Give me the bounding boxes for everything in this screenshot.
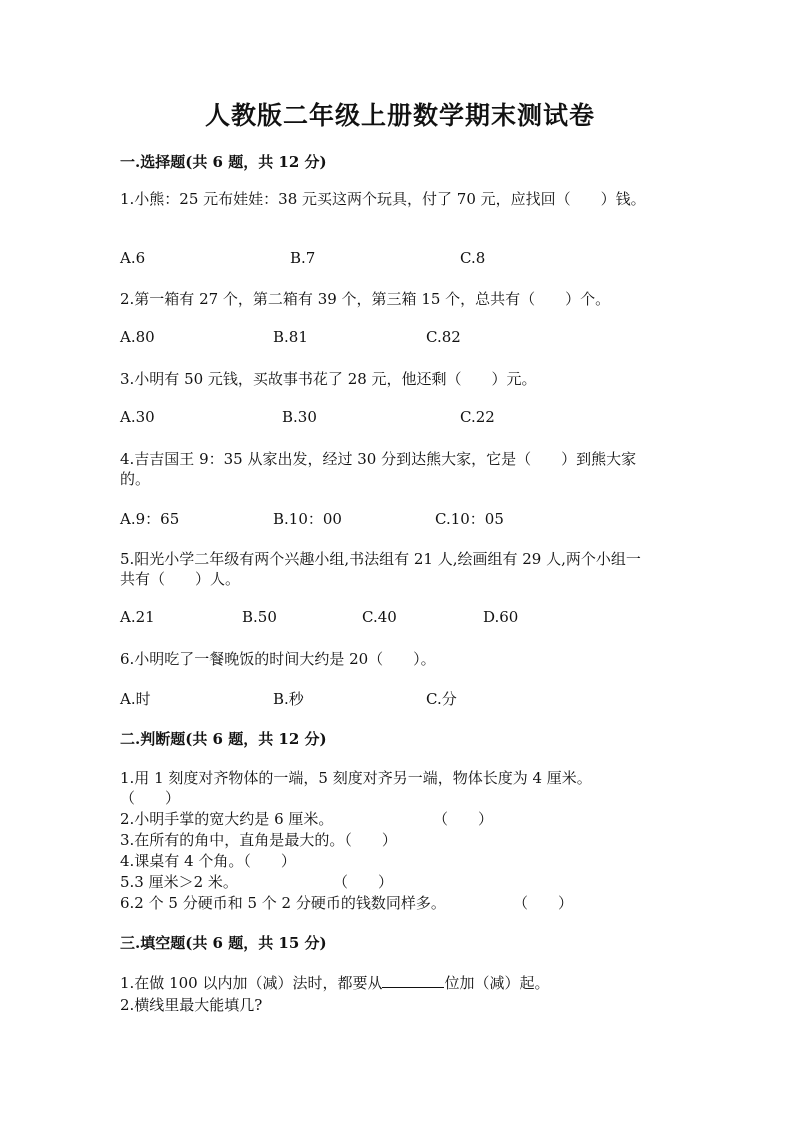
section-heading-choice: 一.选择题(共 6 题，共 12 分) xyxy=(120,153,327,171)
tf-answer-paren: （ ） xyxy=(513,894,574,912)
question-3: 3.小明有 50 元钱，买故事书花了 28 元，他还剩（ ）元。 xyxy=(120,370,537,388)
tf-question-1: 1.用 1 刻度对齐物体的一端，5 刻度对齐另一端，物体长度为 4 厘米。 xyxy=(120,769,592,787)
section-heading-fill-blank: 三.填空题(共 6 题，共 15 分) xyxy=(120,934,327,952)
fill-question-1-pre: 1.在做 100 以内加（减）法时，都要从 xyxy=(120,974,383,992)
fill-blank xyxy=(382,973,444,988)
option-c: C.分 xyxy=(426,690,457,708)
section-heading-true-false: 二.判断题(共 6 题，共 12 分) xyxy=(120,730,327,748)
question-1: 1.小熊：25 元布娃娃：38 元买这两个玩具，付了 70 元，应找回（ ）钱。 xyxy=(120,190,646,208)
option-a: A.6 xyxy=(120,249,146,267)
option-b: B.7 xyxy=(290,249,316,267)
option-c: C.40 xyxy=(362,608,397,626)
option-a: A.80 xyxy=(120,328,155,346)
tf-question-4: 4.课桌有 4 个角。（ ） xyxy=(120,852,296,870)
option-c: C.82 xyxy=(426,328,461,346)
question-6: 6.小明吃了一餐晚饭的时间大约是 20（ ）。 xyxy=(120,650,436,668)
option-c: C.10：05 xyxy=(435,510,504,528)
option-b: B.30 xyxy=(282,408,317,426)
fill-question-1 xyxy=(120,972,550,993)
tf-question-3: 3.在所有的角中，直角是最大的。（ ） xyxy=(120,831,397,849)
tf-answer-paren: （ ） xyxy=(433,810,494,828)
question-4-cont: 的。 xyxy=(120,470,151,488)
option-c: C.22 xyxy=(460,408,495,426)
option-a: A.9：65 xyxy=(120,510,180,528)
option-a: A.21 xyxy=(120,608,155,626)
question-5: 5.阳光小学二年级有两个兴趣小组,书法组有 21 人,绘画组有 29 人,两个小组一 xyxy=(120,550,641,568)
option-a: A.时 xyxy=(120,690,151,708)
option-b: B.秒 xyxy=(273,690,304,708)
option-b: B.81 xyxy=(273,328,308,346)
option-c: C.8 xyxy=(460,249,486,267)
tf-answer-paren: （ ） xyxy=(333,873,394,891)
tf-question-2: 2.小明手掌的宽大约是 6 厘米。 xyxy=(120,810,334,828)
page-title: 人教版二年级上册数学期末测试卷 xyxy=(204,101,595,130)
option-a: A.30 xyxy=(120,408,155,426)
question-4: 4.吉吉国王 9：35 从家出发，经过 30 分到达熊大家，它是（ ）到熊大家 xyxy=(120,450,637,468)
option-b: B.10：00 xyxy=(273,510,342,528)
fill-question-1-post: 位加（减）起。 xyxy=(444,974,550,992)
question-5-cont: 共有（ ）人。 xyxy=(120,570,241,588)
tf-question-6: 6.2 个 5 分硬币和 5 个 2 分硬币的钱数同样多。 xyxy=(120,894,446,912)
fill-question-2: 2.横线里最大能填几? xyxy=(120,996,263,1014)
option-b: B.50 xyxy=(242,608,277,626)
question-2: 2.第一箱有 27 个，第二箱有 39 个，第三箱 15 个，总共有（ ）个。 xyxy=(120,290,611,308)
tf-answer-paren: （ ） xyxy=(120,789,181,807)
tf-question-5: 5.3 厘米＞2 米。 xyxy=(120,873,238,891)
option-d: D.60 xyxy=(483,608,519,626)
